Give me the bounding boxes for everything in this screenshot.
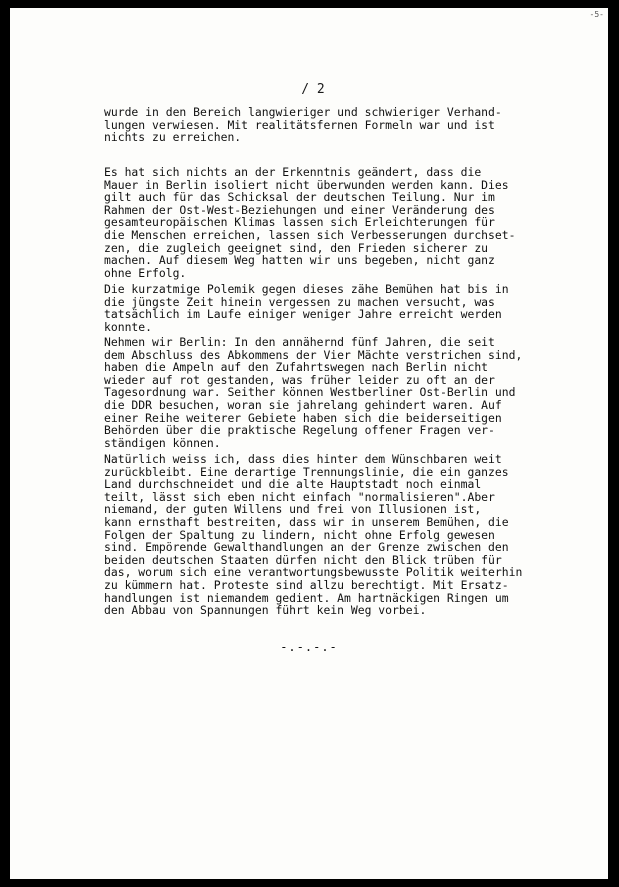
paragraph-5 — [104, 453, 554, 617]
text-line: Mauer in Berlin isoliert nicht überwunden werden kann. Dies — [104, 177, 509, 192]
text-line: handlungen ist niemandem gedient. Am hartnäckigen Ringen um — [104, 590, 509, 605]
text-line: nichts zu erreichen. — [104, 130, 242, 145]
text-line: zu kümmern hat. Proteste sind allzu berechtigt. Mit Ersatz- — [104, 577, 509, 592]
text-line: Rahmen der Ost-West-Beziehungen und einer Veränderung des — [104, 202, 495, 217]
text-line: haben die Ampeln auf den Zufahrtswegen nach Berlin nicht — [104, 360, 489, 375]
paragraph-4 — [104, 336, 554, 449]
text-line: ständigen können. — [104, 435, 221, 450]
text-line: sind. Empörende Gewalthandlungen an der Grenze zwischen den — [104, 540, 509, 555]
text-line: Tagesordnung war. Seither können Westberliner Ost-Berlin und — [104, 385, 516, 400]
text-line: gesamteuropäischen Klimas lassen sich Erleichterungen für — [104, 215, 495, 230]
text-line: Natürlich weiss ich, dass dies hinter dem Wünschbaren weit — [104, 452, 502, 466]
text-line: zen, die zugleich geeignet sind, den Frieden sicherer zu — [104, 240, 489, 255]
text-line: die Menschen erreichen, lassen sich Verbesserungen durchset- — [104, 227, 516, 242]
text-line: Die kurzatmige Polemik gegen dieses zähe Bemühen hat bis in — [104, 282, 509, 296]
text-line: lungen verwiesen. Mit realitätsfernen Formeln war und ist — [104, 117, 495, 132]
text-line: die jüngste Zeit hinein vergessen zu machen versucht, was — [104, 294, 495, 309]
text-line: niemand, der guten Willens und frei von Illusionen ist, — [104, 502, 482, 517]
text-line: wurde in den Bereich langwieriger und schwieriger Verhand- — [104, 105, 502, 119]
text-line: Es hat sich nichts an der Erkenntnis geändert, dass die — [104, 165, 482, 179]
end-mark: -.-.-.- — [280, 640, 338, 654]
text-line: konnte. — [104, 319, 153, 334]
document-page — [10, 8, 608, 879]
corner-mark: -5- — [589, 10, 604, 19]
paragraph-2 — [104, 166, 554, 279]
paragraph-3 — [104, 283, 554, 333]
text-line: die DDR besuchen, woran sie jahrelang gehindert waren. Auf — [104, 397, 502, 412]
text-line: zurückbleibt. Eine derartige Trennungslinie, die ein ganzes — [104, 464, 509, 479]
text-line: das, worum sich eine verantwortungsbewusste Politik weiterhin — [104, 565, 523, 580]
text-line: wieder auf rot gestanden, was früher leider zu oft an der — [104, 372, 495, 387]
text-line: Behörden über die praktische Regelung offener Fragen ver- — [104, 423, 495, 438]
text-line: gilt auch für das Schicksal der deutschen Teilung. Nur im — [104, 190, 495, 205]
text-line: tatsächlich im Laufe einiger weniger Jahre erreicht werden — [104, 307, 502, 322]
text-line: teilt, lässt sich eben nicht einfach "normalisieren".Aber — [104, 489, 495, 504]
text-line: dem Abschluss des Abkommens der Vier Mächte verstrichen sind, — [104, 347, 523, 362]
text-line: einer Reihe weiterer Gebiete haben sich die beiderseitigen — [104, 410, 502, 425]
paragraph-1 — [104, 106, 554, 144]
text-line: den Abbau von Spannungen führt kein Weg vorbei. — [104, 603, 427, 618]
text-line: ohne Erfolg. — [104, 265, 187, 280]
text-line: machen. Auf diesem Weg hatten wir uns begeben, nicht ganz — [104, 253, 495, 268]
text-line: Nehmen wir Berlin: In den annähernd fünf Jahren, die seit — [104, 335, 495, 349]
text-line: beiden deutschen Staaten dürfen nicht den Blick trüben für — [104, 552, 502, 567]
text-line: Folgen der Spaltung zu lindern, nicht ohne Erfolg gewesen — [104, 527, 495, 542]
page-number: / 2 — [301, 82, 325, 97]
text-line: kann ernsthaft bestreiten, dass wir in unserem Bemühen, die — [104, 514, 509, 529]
text-line: Land durchschneidet und die alte Hauptstadt noch einmal — [104, 477, 482, 492]
